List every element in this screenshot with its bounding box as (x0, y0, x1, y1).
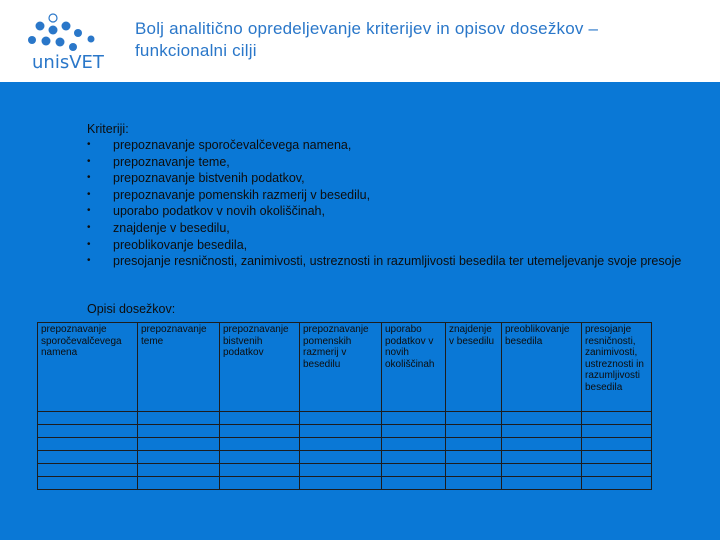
table-cell[interactable] (300, 464, 382, 477)
table-cell[interactable] (582, 464, 652, 477)
table-row (38, 438, 652, 451)
table-cell[interactable] (446, 412, 502, 425)
column-header: presojanje resničnosti, zanimivosti, ustreznosti in razumljivosti besedila (582, 323, 652, 412)
table-cell[interactable] (382, 412, 446, 425)
table-cell[interactable] (220, 451, 300, 464)
table-cell[interactable] (138, 477, 220, 490)
table-cell[interactable] (446, 425, 502, 438)
criteria-item: • uporabo podatkov v novih okoliščinah, (87, 203, 707, 220)
table-header-row (38, 323, 652, 412)
criteria-item: • prepoznavanje teme, (87, 154, 707, 171)
table-cell[interactable] (138, 451, 220, 464)
table-cell[interactable] (502, 425, 582, 438)
descriptions-table (37, 322, 652, 490)
table-cell[interactable] (446, 451, 502, 464)
column-header: prepoznavanje teme (138, 323, 220, 412)
criteria-item: • presojanje resničnosti, zanimivosti, ustreznosti in razumljivosti besedila ter utemeljevanje svoje presoje (87, 253, 707, 270)
criteria-section (87, 122, 707, 270)
criteria-item: • prepoznavanje sporočevalčevega namena, (87, 137, 707, 154)
table-cell[interactable] (300, 477, 382, 490)
table-cell[interactable] (382, 425, 446, 438)
table-cell[interactable] (138, 412, 220, 425)
table-cell[interactable] (38, 464, 138, 477)
table-cell[interactable] (220, 412, 300, 425)
column-header: prepoznavanje pomenskih razmerij v besedilu (300, 323, 382, 412)
table-cell[interactable] (382, 477, 446, 490)
criteria-heading: Kriteriji: (87, 122, 129, 136)
header (0, 0, 720, 82)
table-cell[interactable] (382, 438, 446, 451)
criteria-item: • preoblikovanje besedila, (87, 237, 707, 254)
page-title: Bolj analitično opredeljevanje kriterijev in opisov dosežkov – funkcionalni cilji (135, 19, 599, 60)
table-cell[interactable] (220, 464, 300, 477)
table-cell[interactable] (382, 464, 446, 477)
table-cell[interactable] (502, 412, 582, 425)
table-cell[interactable] (138, 425, 220, 438)
table-cell[interactable] (502, 438, 582, 451)
slide-body (0, 82, 720, 540)
table-cell[interactable] (502, 477, 582, 490)
table-row (38, 477, 652, 490)
criteria-list (87, 137, 707, 270)
right-frame (688, 82, 720, 540)
table-row (38, 412, 652, 425)
table-row (38, 451, 652, 464)
table-cell[interactable] (582, 438, 652, 451)
table-cell[interactable] (138, 464, 220, 477)
unisvet-logo-icon (26, 10, 126, 74)
column-header: znajdenje v besedilu (446, 323, 502, 412)
table-cell[interactable] (138, 438, 220, 451)
column-header: uporabo podatkov v novih okoliščinah (382, 323, 446, 412)
table-cell[interactable] (582, 477, 652, 490)
table-row (38, 425, 652, 438)
criteria-item: • prepoznavanje bistvenih podatkov, (87, 170, 707, 187)
table-cell[interactable] (300, 412, 382, 425)
column-header: prepoznavanje sporočevalčevega namena (38, 323, 138, 412)
table-cell[interactable] (446, 464, 502, 477)
table-cell[interactable] (220, 477, 300, 490)
table-cell[interactable] (446, 438, 502, 451)
table-cell[interactable] (582, 412, 652, 425)
table-cell[interactable] (38, 477, 138, 490)
table-cell[interactable] (382, 451, 446, 464)
table-cell[interactable] (38, 451, 138, 464)
column-header: preoblikovanje besedila (502, 323, 582, 412)
descriptions-heading: Opisi dosežkov: (87, 302, 176, 316)
criteria-item: • znajdenje v besedilu, (87, 220, 707, 237)
criteria-item: • prepoznavanje pomenskih razmerij v besedilu, (87, 187, 707, 204)
table-cell[interactable] (502, 464, 582, 477)
table-cell[interactable] (582, 451, 652, 464)
logo-text: unisVET (32, 52, 104, 73)
table-cell[interactable] (582, 425, 652, 438)
table-cell[interactable] (446, 477, 502, 490)
table-cell[interactable] (38, 425, 138, 438)
table-cell[interactable] (300, 425, 382, 438)
column-header: prepoznavanje bistvenih podatkov (220, 323, 300, 412)
table-cell[interactable] (220, 438, 300, 451)
table-cell[interactable] (220, 425, 300, 438)
table-cell[interactable] (502, 451, 582, 464)
table-cell[interactable] (300, 451, 382, 464)
table-cell[interactable] (38, 412, 138, 425)
table-cell[interactable] (300, 438, 382, 451)
table-cell[interactable] (38, 438, 138, 451)
table-row (38, 464, 652, 477)
